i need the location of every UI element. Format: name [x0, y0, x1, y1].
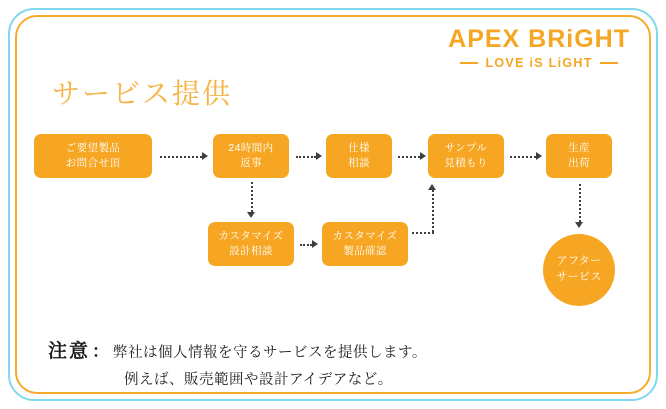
divider-right — [600, 62, 618, 64]
arrow-head-reply-to-custom-design — [247, 212, 255, 218]
brand-tagline-row — [448, 56, 630, 70]
page-title: サービス提供 — [52, 78, 233, 109]
note-colon: ： — [92, 342, 110, 361]
arrow-reply-to-spec — [296, 156, 316, 158]
arrow-sample-to-production — [510, 156, 536, 158]
arrow-spec-to-sample — [398, 156, 420, 158]
flow-node-after-service — [543, 234, 615, 306]
arrow-reply-to-custom-design — [251, 182, 253, 212]
flow-node-reply-24h-line2: 返事 — [240, 157, 262, 169]
note-text-line2: 例えば、販売範囲や設計アイデアなど。 — [124, 372, 393, 388]
arrow-head-custom-design-to-confirm — [312, 240, 318, 248]
arrow-custom-design-to-confirm — [300, 244, 312, 246]
arrow-head-reply-to-spec — [316, 152, 322, 160]
flow-node-custom-confirm — [322, 222, 408, 266]
flow-node-production-ship-line2: 出荷 — [568, 157, 590, 169]
note-label: 注意 — [48, 341, 91, 362]
arrow-head-production-to-after-service — [575, 222, 583, 228]
brand-tagline: LOVE iS LiGHT — [485, 56, 593, 71]
flow-node-custom-design-line1: カスタマイズ — [218, 229, 284, 242]
arrow-head-sample-to-production — [536, 152, 542, 160]
arrow-production-to-after-service — [579, 184, 581, 222]
flow-node-sample-quote — [428, 134, 504, 178]
flow-node-request-line1: ご要望製品 — [65, 141, 121, 154]
flow-node-request — [34, 134, 152, 178]
arrow-request-to-reply — [160, 156, 202, 158]
flow-node-custom-confirm-line1: カスタマイズ — [332, 229, 398, 242]
flow-node-sample-quote-line2: 見積もり — [444, 157, 488, 169]
flow-node-after-service-line1: アフター — [556, 255, 602, 268]
divider-left — [460, 62, 478, 64]
brand-name: APEX BRiGHT — [448, 25, 630, 53]
flow-node-production-ship — [546, 134, 612, 178]
arrow-head-request-to-reply — [202, 152, 208, 160]
flow-node-spec-consult-line1: 仕様 — [348, 141, 370, 154]
flow-node-request-line2: お問合せ頂 — [65, 157, 121, 169]
flow-node-custom-confirm-line2: 製品確認 — [343, 245, 387, 257]
arrow-head-custom-confirm-to-sample — [428, 184, 436, 190]
note-text-line1: 弊社は個人情報を守るサービスを提供します。 — [113, 345, 427, 361]
arrow-custom-confirm-to-sample — [432, 190, 434, 232]
flow-node-reply-24h — [213, 134, 289, 178]
flow-node-sample-quote-line1: サンプル — [444, 141, 488, 154]
note-block — [48, 336, 618, 389]
flow-node-custom-design — [208, 222, 294, 266]
flow-node-spec-consult-line2: 相談 — [348, 157, 370, 169]
flow-node-custom-design-line2: 設計相談 — [229, 245, 273, 257]
note-row-primary — [48, 336, 618, 363]
flow-node-spec-consult — [326, 134, 392, 178]
flow-node-production-ship-line1: 生産 — [568, 141, 590, 154]
arrow-custom-confirm-to-sample-leg — [412, 232, 434, 234]
flow-node-reply-24h-line1: 24時間内 — [228, 141, 274, 154]
arrow-head-spec-to-sample — [420, 152, 426, 160]
flow-node-after-service-line2: サービス — [556, 271, 602, 283]
brand-logo — [448, 26, 630, 70]
